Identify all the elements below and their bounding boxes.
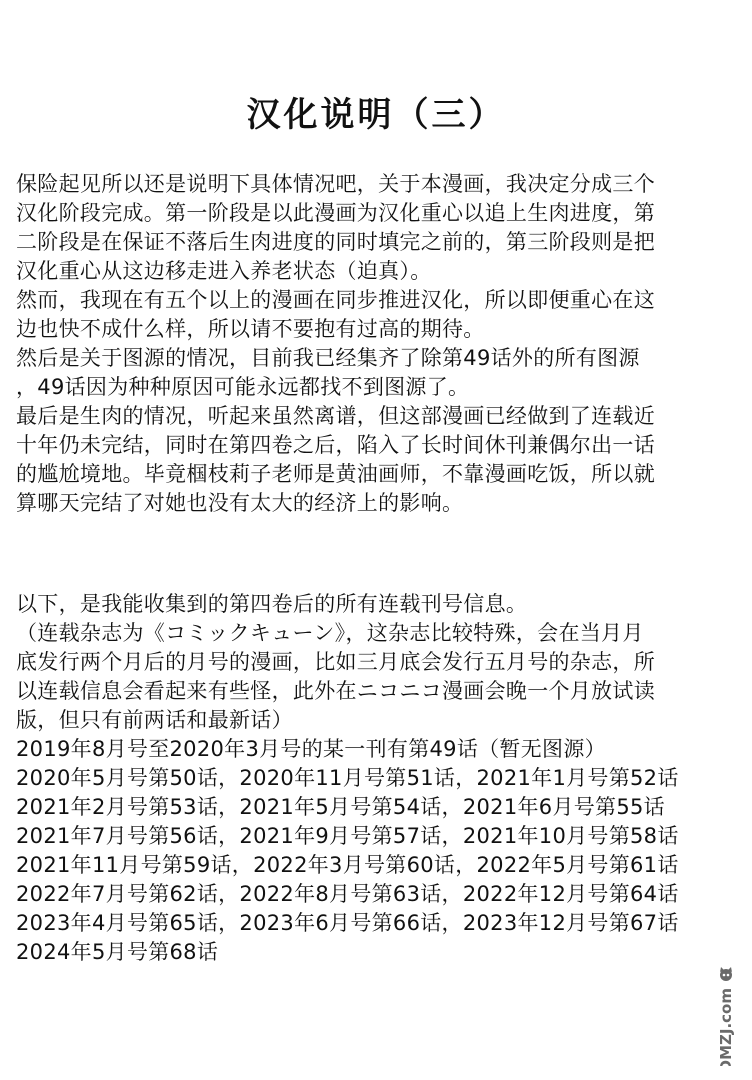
text-line: （连载杂志为《コミックキューン》，这杂志比较特殊，会在当月月 bbox=[16, 621, 644, 645]
text-line: 边也快不成什么样，所以请不要抱有过高的期待。 bbox=[16, 317, 485, 341]
text-line: 十年仍未完结，同时在第四卷之后，陷入了长时间休刊兼偶尔出一话 bbox=[16, 433, 655, 457]
text-line: 算哪天完结了对她也没有太大的经济上的影响。 bbox=[16, 491, 464, 515]
issue-line: 2021年7月号第56话，2021年9月号第57话，2021年10月号第58话 bbox=[16, 824, 679, 848]
text-line: 以下，是我能收集到的第四卷后的所有连载刊号信息。 bbox=[16, 592, 528, 616]
text-line: 底发行两个月后的月号的漫画，比如三月底会发行五月号的杂志，所 bbox=[16, 650, 655, 674]
issue-line: 2020年5月号第50话，2020年11月号第51话，2021年1月号第52话 bbox=[16, 766, 679, 790]
dmzj-watermark bbox=[714, 966, 738, 1066]
issue-line: 2021年11月号第59话，2022年3月号第60话，2022年5月号第61话 bbox=[16, 853, 679, 877]
text-line: 版，但只有前两话和最新话） bbox=[16, 708, 293, 732]
issue-line: 2019年8月号至2020年3月号的某一刊有第49话（暂无图源） bbox=[16, 737, 606, 761]
issue-line: 2023年4月号第65话，2023年6月号第66话，2023年12月号第67话 bbox=[16, 911, 679, 935]
issue-line: 2024年5月号第68话 bbox=[16, 940, 219, 964]
text-line: 汉化阶段完成。第一阶段是以此漫画为汉化重心以追上生肉进度，第 bbox=[16, 201, 655, 225]
text-line: 最后是生肉的情况，听起来虽然离谱，但这部漫画已经做到了连载近 bbox=[16, 404, 655, 428]
text-line: 二阶段是在保证不落后生肉进度的同时填完之前的，第三阶段则是把 bbox=[16, 230, 655, 254]
text-line: 保险起见所以还是说明下具体情况吧，关于本漫画，我决定分成三个 bbox=[16, 172, 655, 196]
cat-mascot-icon bbox=[714, 966, 738, 1066]
serialization-info bbox=[16, 590, 738, 967]
text-line: ，49话因为种种原因可能永远都找不到图源了。 bbox=[16, 375, 470, 399]
text-line: 然而，我现在有五个以上的漫画在同步推进汉化，所以即便重心在这 bbox=[16, 288, 655, 312]
explanation-paragraphs bbox=[16, 170, 738, 518]
issue-line: 2021年2月号第53话，2021年5月号第54话，2021年6月号第55话 bbox=[16, 795, 665, 819]
page-title: 汉化说明（三） bbox=[246, 95, 506, 135]
text-line: 的尴尬境地。毕竟椢枝莉子老师是黄油画师，不靠漫画吃饭，所以就 bbox=[16, 462, 655, 486]
text-line: 汉化重心从这边移走进入养老状态（迫真）。 bbox=[16, 259, 432, 283]
text-line: 以连载信息会看起来有些怪，此外在ニコニコ漫画会晚一个月放试读 bbox=[16, 679, 655, 703]
watermark-text: DMZJ.com bbox=[717, 988, 735, 1066]
text-line: 然后是关于图源的情况，目前我已经集齐了除第49话外的所有图源 bbox=[16, 346, 640, 370]
issue-line: 2022年7月号第62话，2022年8月号第63话，2022年12月号第64话 bbox=[16, 882, 679, 906]
